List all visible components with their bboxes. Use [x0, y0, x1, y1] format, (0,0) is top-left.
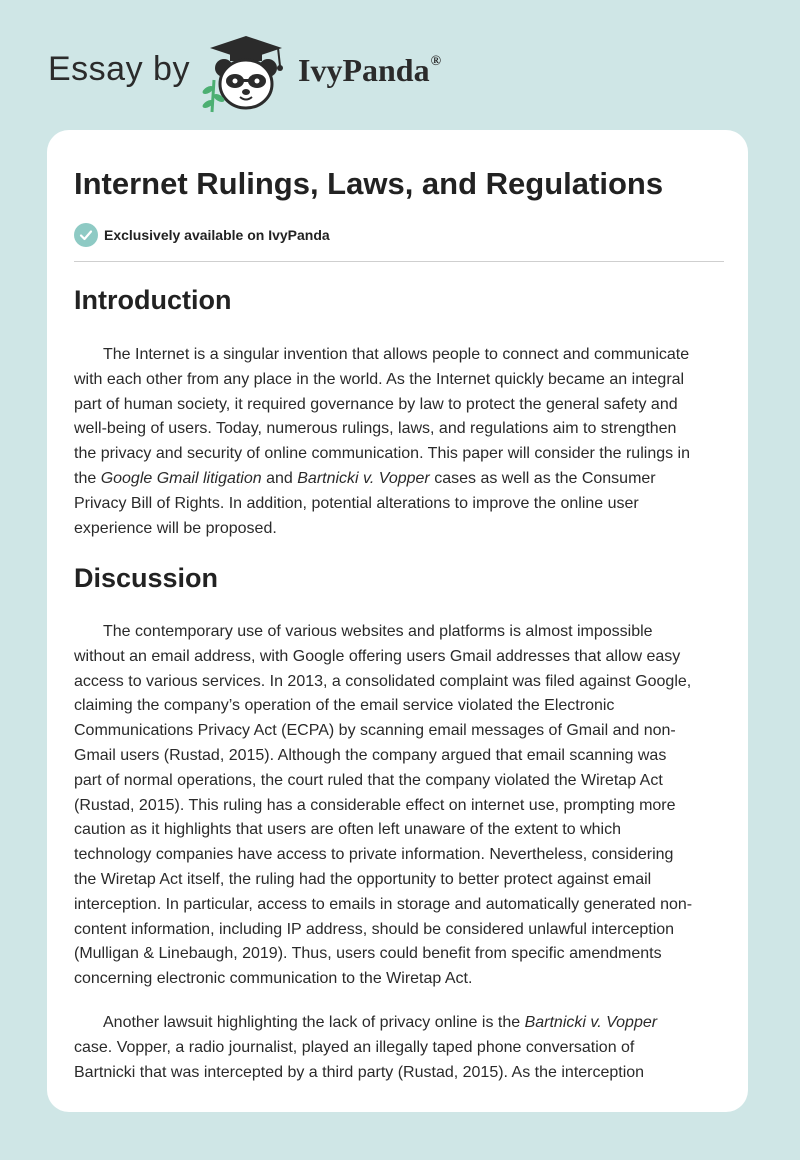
exclusive-label: Exclusively available on IvyPanda [104, 227, 330, 243]
panda-logo-icon[interactable] [200, 34, 292, 114]
section-heading-introduction: Introduction [74, 285, 232, 315]
section-heading-discussion: Discussion [74, 563, 219, 593]
registered-mark: ® [430, 54, 442, 69]
brand-name[interactable]: IvyPanda® [298, 52, 442, 88]
exclusive-badge [74, 222, 330, 248]
intro-paragraph: The Internet is a singular invention that allows people to connect and communicate with each other from any place in the world. As the Internet quickly became an integral part of human society, it required governance by law to protect the general safety and well-being of users. Today, numerous rulings, laws, and regulations aim to strengthen the privacy and security of online communication. This paper will consider the rulings in the Google Gmail litigation and Bartnicki v. Vopper cases as well as the Consumer Privacy Bill of Rights. In addition, potential alterations to improve the online user experience will be proposed. [74, 346, 691, 537]
page-title: Internet Rulings, Laws, and Regulations [74, 166, 664, 201]
divider [74, 261, 724, 262]
check-icon [74, 223, 98, 247]
discussion-paragraph: The contemporary use of various websites and platforms is almost impossible without an email address, with Google offering users Gmail addresses that allow easy access to various services. In 2013, a consolidated complaint was filed against Google, claiming the company’s operation of the email service violated the Electronic Communications Privacy Act (ECPA) by scanning email messages of Gmail and non- Gmail users (Rustad, 2015). Although the company argued that email scanning was part of normal operations, the court ruled that the company violated the Wiretap Act (Rustad, 2015). This ruling has a considerable effect on internet use, prompting more caution as it highlights that users are often left unaware of the extent to which technology companies have access to private information. Nevertheless, considering the Wiretap Act itself, the ruling had the opportunity to better protect against email interception. In particular, access to emails in storage and automatically generated non- content information, including IP address, should be considered unlawful interception (Mulligan & Linebaugh, 2019). Thus, users could benefit from specific amendments concerning electronic communication to the Wiretap Act. [74, 623, 693, 988]
lawsuit-paragraph: Another lawsuit highlighting the lack of privacy online is the Bartnicki v. Vopper case. Vopper, a radio journalist, played an illegally taped phone conversation of Bartnicki that was intercepted by a third party (Rustad, 2015). As the interception [74, 1014, 658, 1081]
essay-by-label: Essay by [48, 50, 190, 88]
site-header [0, 0, 800, 130]
essay-card [47, 130, 748, 1112]
